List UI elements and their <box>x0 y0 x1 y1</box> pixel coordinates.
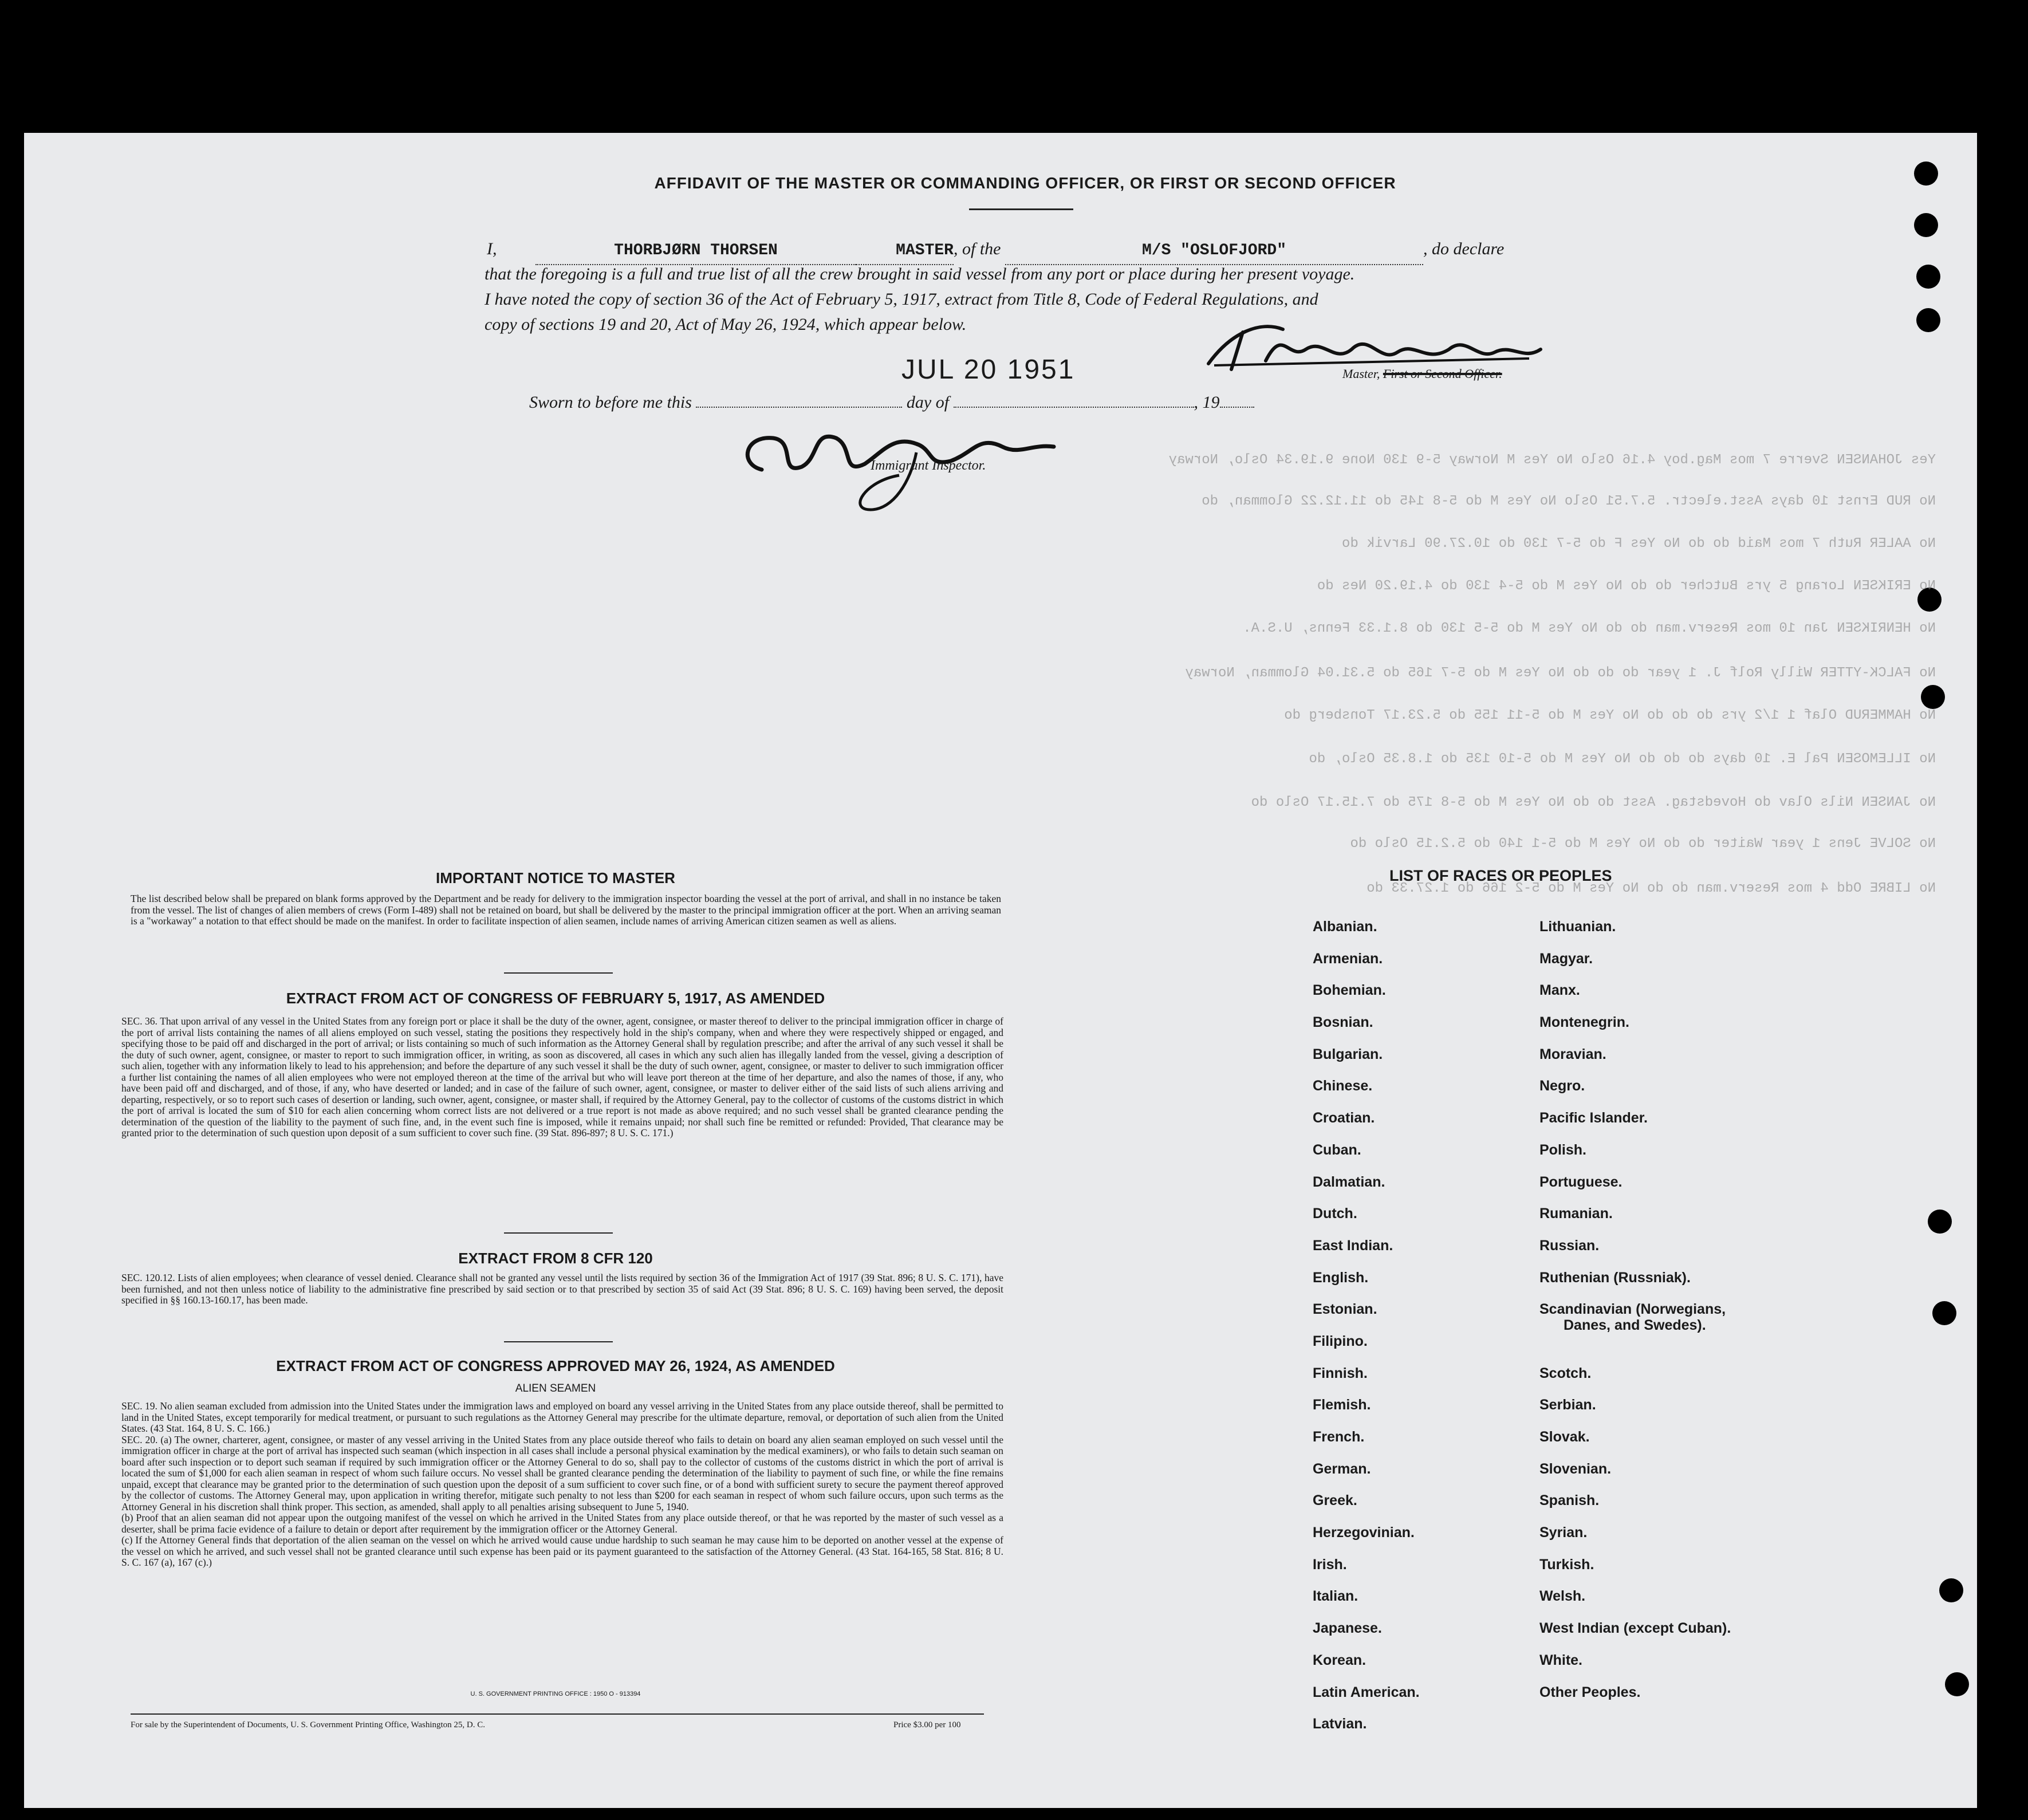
race-item: Dutch. <box>1313 1206 1357 1222</box>
notice-body: The list described below shall be prepared on blank forms approved by the Department and be ready for delivery to the immigration inspector boarding the vessel at the port of arrival, and shall in no instance be taken from the vessel. The list of changes of alien members of crews (Form I-489) shall not be retained on board, but shall be delivered by the master to the principal immigration officer at the port. When an arriving seaman is a "workaway" a notation to that effect should be made on the manifest. In order to facilitate inspection of alien seamen, include names of arriving American citizen seamen as well as aliens. <box>131 893 1001 927</box>
race-item: Herzegovinian. <box>1313 1524 1415 1541</box>
race-item: Bosnian. <box>1313 1014 1373 1031</box>
race-item: Magyar. <box>1539 950 1593 967</box>
affidavit-i-label: I, <box>487 239 497 258</box>
race-item: Serbian. <box>1539 1397 1596 1413</box>
sworn-day-field <box>696 407 902 408</box>
race-item: Slovenian. <box>1539 1460 1612 1477</box>
bleed-row: No FALCK-YTTER Willy Rolf J. 1 year do do do No Yes M do 5-7 165 do 5.31.04 Glomman, Norway <box>1185 665 1936 681</box>
extract-cfr-body: SEC. 120.12. Lists of alien employees; when clearance of vessel denied. Clearance shall not be granted any vessel until the lists required by section 36 of the Immigration Act of 1917 (39 Stat. 896; 8 U. S. C. 171), have been furnished, and not then unless notice of liability to the administrative fine prescribed by said section or to that prescribed by section 35 of said Act (39 Stat. 896; 8 U. S. C. 169) having been served, the deposit specified in §§ 160.13-160.17, has been made. <box>121 1272 1003 1306</box>
bleed-row: No SOLVE Jens 1 year Waiter do do No Yes M do 5-1 140 do 5.2.15 Oslo do <box>1350 836 1936 852</box>
punch-hole <box>1916 308 1940 332</box>
race-item: Flemish. <box>1313 1397 1371 1413</box>
race-item: Estonian. <box>1313 1301 1377 1318</box>
race-item: Dalmatian. <box>1313 1173 1385 1190</box>
race-item: Bulgarian. <box>1313 1046 1383 1062</box>
bleed-row: No ERIKSEN Lorang 5 yrs Butcher do do No Yes M do 5-4 130 do 4.19.20 Nes do <box>1317 578 1936 594</box>
punch-hole <box>1921 685 1945 709</box>
race-item: Scandinavian (Norwegians, <box>1539 1301 1726 1318</box>
race-item: Moravian. <box>1539 1046 1606 1062</box>
race-item: Portuguese. <box>1539 1173 1623 1190</box>
race-item: Ruthenian (Russniak). <box>1539 1269 1691 1286</box>
form-title: AFFIDAVIT OF THE MASTER OR COMMANDING OFFICER, OR FIRST OR SECOND OFFICER <box>654 174 1396 192</box>
races-heading: LIST OF RACES OR PEOPLES <box>1389 867 1612 884</box>
notice-heading: IMPORTANT NOTICE TO MASTER <box>436 869 675 887</box>
bleed-row: No RUD Ernst 10 days Asst.electr. 5.7.51 Oslo No Yes M do 5-8 145 do 11.12.22 Glomman, do <box>1202 494 1936 509</box>
sworn-month-field <box>954 407 1194 408</box>
punch-hole <box>1939 1578 1963 1602</box>
race-item: Turkish. <box>1539 1556 1594 1573</box>
punch-hole <box>1932 1301 1956 1325</box>
race-item: Japanese. <box>1313 1620 1382 1637</box>
affidavit-line-2: that the foregoing is a full and true list of all the crew brought in said vessel from any port or place during her present voyage. <box>485 265 1355 283</box>
race-item: Manx. <box>1539 982 1580 999</box>
extract-1924-heading: EXTRACT FROM ACT OF CONGRESS APPROVED MAY 26, 1924, AS AMENDED <box>276 1357 835 1374</box>
divider <box>504 1341 613 1342</box>
affidavit-line-3: I have noted the copy of section 36 of the Act of February 5, 1917, extract from Title 8, Code of Federal Regulations, and <box>485 290 1318 309</box>
race-item: Chinese. <box>1313 1078 1373 1094</box>
race-item: Pacific Islander. <box>1539 1110 1648 1126</box>
race-item-scandinavian <box>1539 1298 1731 1361</box>
master-name: THORBJØRN THORSEN <box>614 242 778 259</box>
punch-hole <box>1928 1210 1952 1234</box>
race-item: Irish. <box>1313 1556 1347 1573</box>
race-item: English. <box>1313 1269 1369 1286</box>
sworn-year-field <box>1220 407 1254 408</box>
race-item: Bohemian. <box>1313 982 1386 999</box>
bleed-row: No HENRIKSEN Jan 10 mos Reserv.man do do No Yes M do 5-5 130 do 8.1.33 Fenns, U.S.A. <box>1243 621 1936 636</box>
race-item: Slovak. <box>1539 1429 1590 1445</box>
divider <box>504 972 613 974</box>
bleed-row: No JANSEN Nils Olav do Hovedstag. Asst do do No Yes M do 5-8 175 do 7.15.17 Oslo do <box>1251 795 1936 810</box>
extract-1917-heading: EXTRACT FROM ACT OF CONGRESS OF FEBRUARY 5, 1917, AS AMENDED <box>286 990 825 1007</box>
race-item: Negro. <box>1539 1078 1585 1094</box>
race-item: Polish. <box>1539 1141 1586 1158</box>
race-item: Latin American. <box>1313 1684 1420 1700</box>
race-item: Montenegrin. <box>1539 1014 1629 1031</box>
vessel-name: M/S "OSLOFJORD" <box>1141 242 1287 259</box>
race-item: Latvian. <box>1313 1716 1367 1732</box>
sworn-label: Sworn to before me this <box>529 393 692 412</box>
bleed-row: Yes JOHANSEN Sverre 7 mos Mag.boy 4.16 Oslo No Yes M Norway 5-9 130 None 9.19.34 Oslo, Norway <box>1168 452 1936 468</box>
affidavit-line-4: copy of sections 19 and 20, Act of May 26, 1924, which appear below. <box>485 315 967 334</box>
race-item: Korean. <box>1313 1652 1367 1668</box>
race-item: Albanian. <box>1313 919 1377 935</box>
footer-price: Price $3.00 per 100 <box>893 1720 961 1730</box>
inspector-caption: Immigrant Inspector. <box>871 458 986 473</box>
race-item-continued: Danes, and Swedes). <box>1564 1317 1706 1334</box>
declare-label: , do declare <box>1423 239 1505 258</box>
race-item: East Indian. <box>1313 1237 1393 1254</box>
race-item: West Indian (except Cuban). <box>1539 1620 1731 1637</box>
bleed-row: No ILLEMOSEN Pal E. 10 days do do do No Yes M do 5-10 135 do 1.8.35 Oslo, do <box>1309 751 1936 767</box>
footer-rule <box>131 1713 984 1715</box>
race-item: Spanish. <box>1539 1492 1600 1509</box>
race-item: Syrian. <box>1539 1524 1588 1541</box>
race-item: Armenian. <box>1313 950 1383 967</box>
race-item: Finnish. <box>1313 1365 1368 1381</box>
punch-hole <box>1916 265 1940 289</box>
footer-sale-note: For sale by the Superintendent of Documents, U. S. Government Printing Office, Washington 25, D. C. <box>131 1720 485 1730</box>
bleed-row: No HAMMERUD Olaf 1 1/2 yrs do do do No Yes M do 5-11 155 do 5.23.17 Tonsberg do <box>1284 708 1936 723</box>
printing-office-imprint: U. S. GOVERNMENT PRINTING OFFICE : 1950 O - 913394 <box>470 1691 641 1697</box>
race-item: French. <box>1313 1429 1365 1445</box>
sec-20b: (b) Proof that an alien seaman did not appear upon the outgoing manifest of the vessel on which he arrived in the United States from any place outside thereof, or that he was reported by the master of such vessel as a deserter, shall be prima facie evidence of a failure to detain or deport after requirement by the immigration officer or the Attorney General. <box>121 1512 1003 1535</box>
race-item: Other Peoples. <box>1539 1684 1641 1700</box>
sec-20c: (c) If the Attorney General finds that deportation of the alien seaman on the vessel on which he arrived would cause undue hardship to such seaman he may cause him to be deported on another vessel at the expense of the vessel on which he arrived, and such vessel shall not be granted clearance until such expense has been paid or its payment guaranteed to the satisfaction of the Attorney General. (43 Stat. 164-165, 58 Stat. 816; 8 U. S. C. 167 (a), 167 (c).) <box>121 1534 1003 1568</box>
punch-hole <box>1914 213 1938 237</box>
sec-19: SEC. 19. No alien seaman excluded from admission into the United States under the immigration laws and employed on board any vessel arriving in the United States from any place outside thereof, shall be permitted to land in the United States, except temporarily for medical treatment, or pursuant to such regulations as the Attorney General may prescribe for the ultimate departure, removal, or deportation of such alien from the United States. (43 Stat. 164, 8 U. S. C. 166.) <box>121 1400 1003 1434</box>
extract-cfr-heading: EXTRACT FROM 8 CFR 120 <box>458 1250 653 1267</box>
bleed-row: No AALER Ruth 7 mos Maid do do No Yes F do 5-7 130 do 10.27.90 Larvik do <box>1342 536 1936 551</box>
title-rule <box>969 208 1073 210</box>
master-rank: MASTER <box>896 242 954 259</box>
race-item: Greek. <box>1313 1492 1357 1509</box>
race-item: Cuban. <box>1313 1141 1361 1158</box>
bleed-row: No LIBRE Odd 4 mos Reserv.man do do No Yes M do 5-2 166 do 1.27.33 do <box>1367 881 1936 896</box>
race-item: Croatian. <box>1313 1110 1375 1126</box>
race-item: Welsh. <box>1539 1588 1586 1605</box>
extract-1917-body: SEC. 36. That upon arrival of any vessel in the United States from any foreign port or place it shall be the duty of the owner, agent, consignee, or master thereof to deliver to the principal immigration officer in charge of the port of arrival lists containing the names of all aliens employed on such vessel, stating the positions they respectively hold in the ship's company, when and where they were respectively shipped or engaged, and specifying those to be paid off and discharged in the port of arrival; or lists containing so much of such information as the Attorney General shall by regulation prescribe; and after the arrival of any such vessel it shall be the duty of such owner, agent, consignee, or master to report to such immigration officer, in writing, as soon as discovered, all cases in which any such alien has illegally landed from the vessel, giving a description of such alien, together with any information likely to lead to his apprehension; and before the departure of any such vessel it shall be the duty of such owner, agent, consignee, or master to deliver to such immigration officer a further list containing the names of all alien employees who were not employed thereon at the time of the arrival but who will leave port thereon at the time of her departure, and also the names of those, if any, who have been paid off and discharged, and of those, if any, who have deserted or landed; and in case of the failure of such owner, agent, consignee, or master to deliver either of the said lists of such aliens arriving and departing, respectively, or so to report such cases of desertion or landing, such owner, agent, consignee, or master shall, if required by the Attorney General, pay to the collector of customs of the customs district in which the port of arrival is located the sum of $10 for each alien concerning whom correct lists are not delivered or a true report is not made as above required; and no such vessel shall be granted clearance pending the determination of the question of the liability to the payment of such fine, and, in the event such fine is imposed, while it remains unpaid; nor shall such fine be remitted or refunded: Provided, That clearance may be granted prior to the determination of such question upon deposit of a sum sufficient to cover such fine. (39 Stat. 896-897; 8 U. S. C. 171.) <box>121 1015 1003 1139</box>
year-label: , 19 <box>1194 393 1220 412</box>
race-item: Rumanian. <box>1539 1206 1613 1222</box>
race-item: Scotch. <box>1539 1365 1592 1381</box>
day-of-label: day of <box>906 393 950 412</box>
race-item: Lithuanian. <box>1539 919 1616 935</box>
of-the-label: , of the <box>954 239 1001 258</box>
race-item: German. <box>1313 1460 1371 1477</box>
race-item: Russian. <box>1539 1237 1600 1254</box>
extract-1924-body <box>121 1401 1003 1569</box>
struck-officer-text: First or Second Officer. <box>1383 367 1502 381</box>
punch-hole <box>1945 1672 1969 1696</box>
races-column-2 <box>1539 915 1731 1712</box>
master-caption: Master, <box>1342 367 1380 381</box>
alien-seamen-subheading: ALIEN SEAMEN <box>515 1382 596 1394</box>
race-item: White. <box>1539 1652 1582 1668</box>
signature-caption <box>1342 361 1502 387</box>
races-column-1 <box>1313 915 1420 1744</box>
divider <box>504 1232 613 1234</box>
race-item: Filipino. <box>1313 1333 1368 1349</box>
sec-20a: SEC. 20. (a) The owner, charterer, agent, consignee, or master of any vessel arriving in the United States from any place outside thereof who fails to detain on board any alien seaman employed on such vessel until the immigration officer in charge at the port of arrival has inspected such seaman (which inspection in all cases shall include a personal physical examination by the medical examiners), or who fails to detain such seaman on board after such inspection or to deport such seaman if required by such immigration officer or the Attorney General to do so, shall pay to the collector of customs of the customs district in which the port of arrival is located the sum of $1,000 for each alien seaman in respect of whom such failure occurs. No vessel shall be granted clearance pending the determination of the liability to payment of such fine, or while the fine remains unpaid, except that clearance may be granted prior to the determination of such question upon the deposit of a sum sufficient to cover such fine, or of a bond with sufficient surety to secure the payment thereof approved by the collector of customs. The Attorney General may, upon application in writing therefor, mitigate such penalty to not less than $200 for each seaman in respect of whom such failure occurs, upon such terms as the Attorney General in his discretion shall think proper. This section, as amended, shall apply to all penalties arising subsequent to June 5, 1940. <box>121 1433 1003 1512</box>
date-stamp: JUL 20 1951 <box>901 354 1076 385</box>
race-item: Italian. <box>1313 1588 1358 1605</box>
